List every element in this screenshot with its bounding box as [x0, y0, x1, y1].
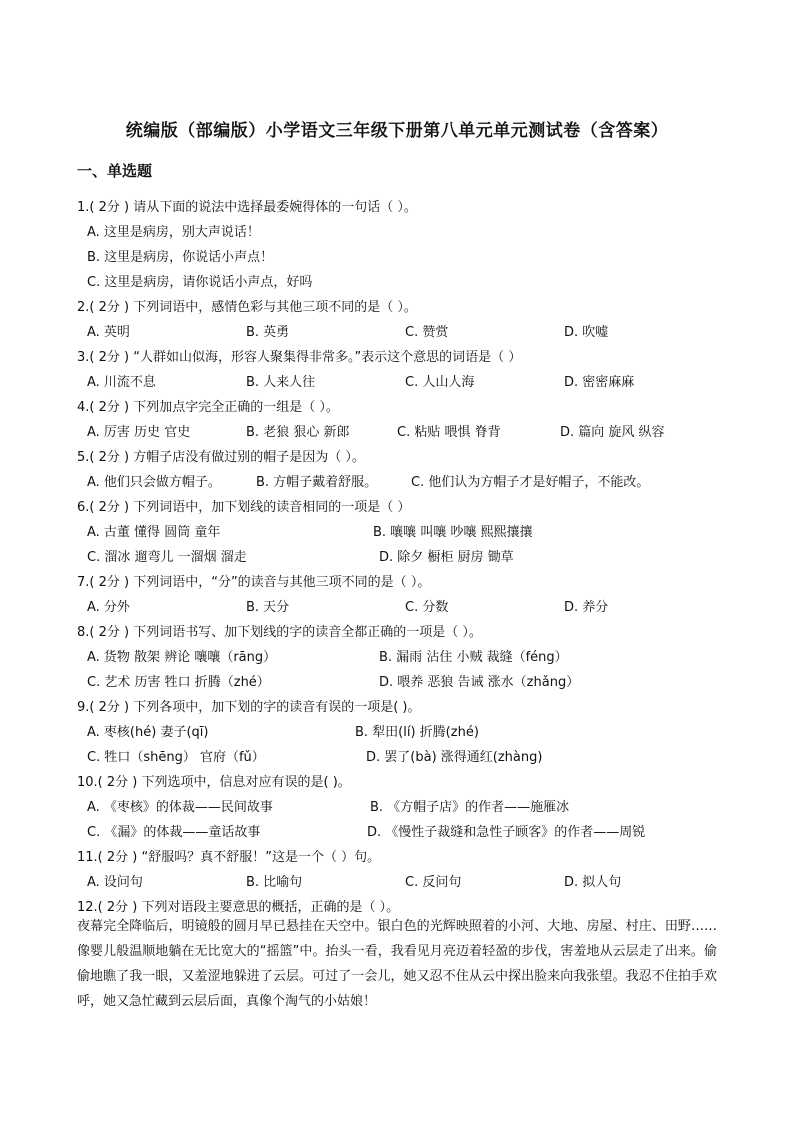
option: B. 这里是病房，你说话小声点！: [87, 250, 274, 265]
option: C. 人山人海: [405, 375, 475, 390]
option: A. 枣核(hé) 妻子(qī): [87, 725, 209, 740]
option: C. 牲口（shēng） 官府（fǔ）: [87, 750, 265, 765]
option: D. 养分: [564, 600, 609, 615]
option: B. 犁田(lí) 折腾(zhé): [355, 725, 479, 740]
question-stem: 5.( 2分 ) 方帽子店没有做过别的帽子是因为（ ）。: [77, 450, 365, 465]
option: C. 分数: [405, 600, 449, 615]
question-stem: 12.( 2分 ) 下列对语段主要意思的概括，正确的是（ ）。: [77, 900, 400, 915]
question-stem: 7.( 2分 ) 下列词语中，“分”的读音与其他三项不同的是（ ）。: [77, 575, 431, 590]
option: B. 天分: [246, 600, 290, 615]
option: C. 《漏》的体裁——童话故事: [87, 825, 261, 840]
reading-passage: 夜幕完全降临后，明镜般的圆月早已悬挂在天空中。银白色的光辉映照着的小河、大地、房屋、村庄、田野……像婴儿般温顺地躺在无比宽大的“摇篮”中。抬头一看，我看见月亮迈着轻盈的步伐，害羞地从云层走了出来。偷偷地瞧了我一眼，又羞涩地躲进了云层。可过了一会儿，她又忍不住从云中探出脸来向我张望。我忍不住拍手欢呼，她又急忙藏到云层后面，真像个淘气的小姑娘！: [77, 919, 717, 1009]
option: C. 反问句: [405, 875, 462, 890]
question-stem: 6.( 2分 ) 下列词语中，加下划线的读音相同的一项是（ ）: [77, 500, 411, 515]
option: D. 喂养 恶狼 告诫 涨水（zhǎng）: [379, 675, 580, 690]
option: C. 粘贴 喂惧 脊背: [397, 425, 501, 440]
option: A. 厉害 历史 官史: [87, 425, 191, 440]
option: B. 老狼 狠心 新郎: [246, 425, 350, 440]
question-stem: 4.( 2分 ) 下列加点字完全正确的一组是（ ）。: [77, 400, 339, 415]
question-stem: 10.( 2分 ) 下列选项中，信息对应有误的是( )。: [77, 775, 351, 790]
page-title: 统编版（部编版）小学语文三年级下册第八单元单元测试卷（含答案）: [125, 121, 669, 141]
option: B. 英勇: [246, 325, 290, 340]
option: A. 这里是病房，别大声说话！: [87, 225, 260, 240]
option: A. 古董 懂得 圆筒 童年: [87, 525, 221, 540]
option: B. 比喻句: [246, 875, 303, 890]
option: B. 方帽子戴着舒服。: [256, 475, 378, 490]
question-stem: 9.( 2分 ) 下列各项中，加下划的字的读音有误的一项是( )。: [77, 700, 421, 715]
option: D. 罢了(bà) 涨得通红(zhàng): [366, 750, 543, 765]
option: B. 《方帽子店》的作者——施雁冰: [370, 800, 570, 815]
option: D. 除夕 橱柜 厨房 锄草: [379, 550, 514, 565]
option: C. 艺术 历害 牲口 折腾（zhé）: [87, 675, 270, 690]
option: A. 设问句: [87, 875, 143, 890]
option: B. 人来人往: [246, 375, 316, 390]
option: D. 拟人句: [564, 875, 622, 890]
question-stem: 3.( 2分 ) “人群如山似海，形容人聚集得非常多。”表示这个意思的词语是（ ）: [77, 350, 522, 365]
option: A. 英明: [87, 325, 130, 340]
option: C. 赞赏: [405, 325, 449, 340]
option: D. 密密麻麻: [564, 375, 635, 390]
option: C. 这里是病房，请你说话小声点，好吗: [87, 275, 313, 290]
option: A. 川流不息: [87, 375, 156, 390]
question-stem: 8.( 2分 ) 下列词语书写、加下划线的字的读音全都正确的一项是（ ）。: [77, 625, 482, 640]
section-heading: 一、单选题: [77, 162, 153, 180]
option: A. 他们只会做方帽子。: [87, 475, 221, 490]
option: D. 吹嘘: [564, 325, 609, 340]
option: A. 《枣核》的体裁——民间故事: [87, 800, 273, 815]
question-stem: 1.( 2分 ) 请从下面的说法中选择最委婉得体的一句话（ ）。: [77, 200, 417, 215]
option: A. 分外: [87, 600, 130, 615]
option: A. 货物 散架 辨论 嚷嚷（rāng）: [87, 650, 277, 665]
option: B. 漏雨 沾住 小贼 裁缝（féng）: [379, 650, 568, 665]
question-stem: 2.( 2分 ) 下列词语中，感情色彩与其他三项不同的是（ ）。: [77, 300, 417, 315]
option: C. 溜冰 遛弯儿 一溜烟 溜走: [87, 550, 247, 565]
option: D. 篇向 旋风 纵容: [560, 425, 665, 440]
question-stem: 11.( 2分 ) “舒服吗？真不舒服！”这是一个（ ）句。: [77, 850, 381, 865]
option: B. 嚷嚷 叫嚷 吵嚷 熙熙攘攘: [373, 525, 533, 540]
option: C. 他们认为方帽子才是好帽子，不能改。: [411, 475, 650, 490]
option: D. 《慢性子裁缝和急性子顾客》的作者——周锐: [367, 825, 646, 840]
